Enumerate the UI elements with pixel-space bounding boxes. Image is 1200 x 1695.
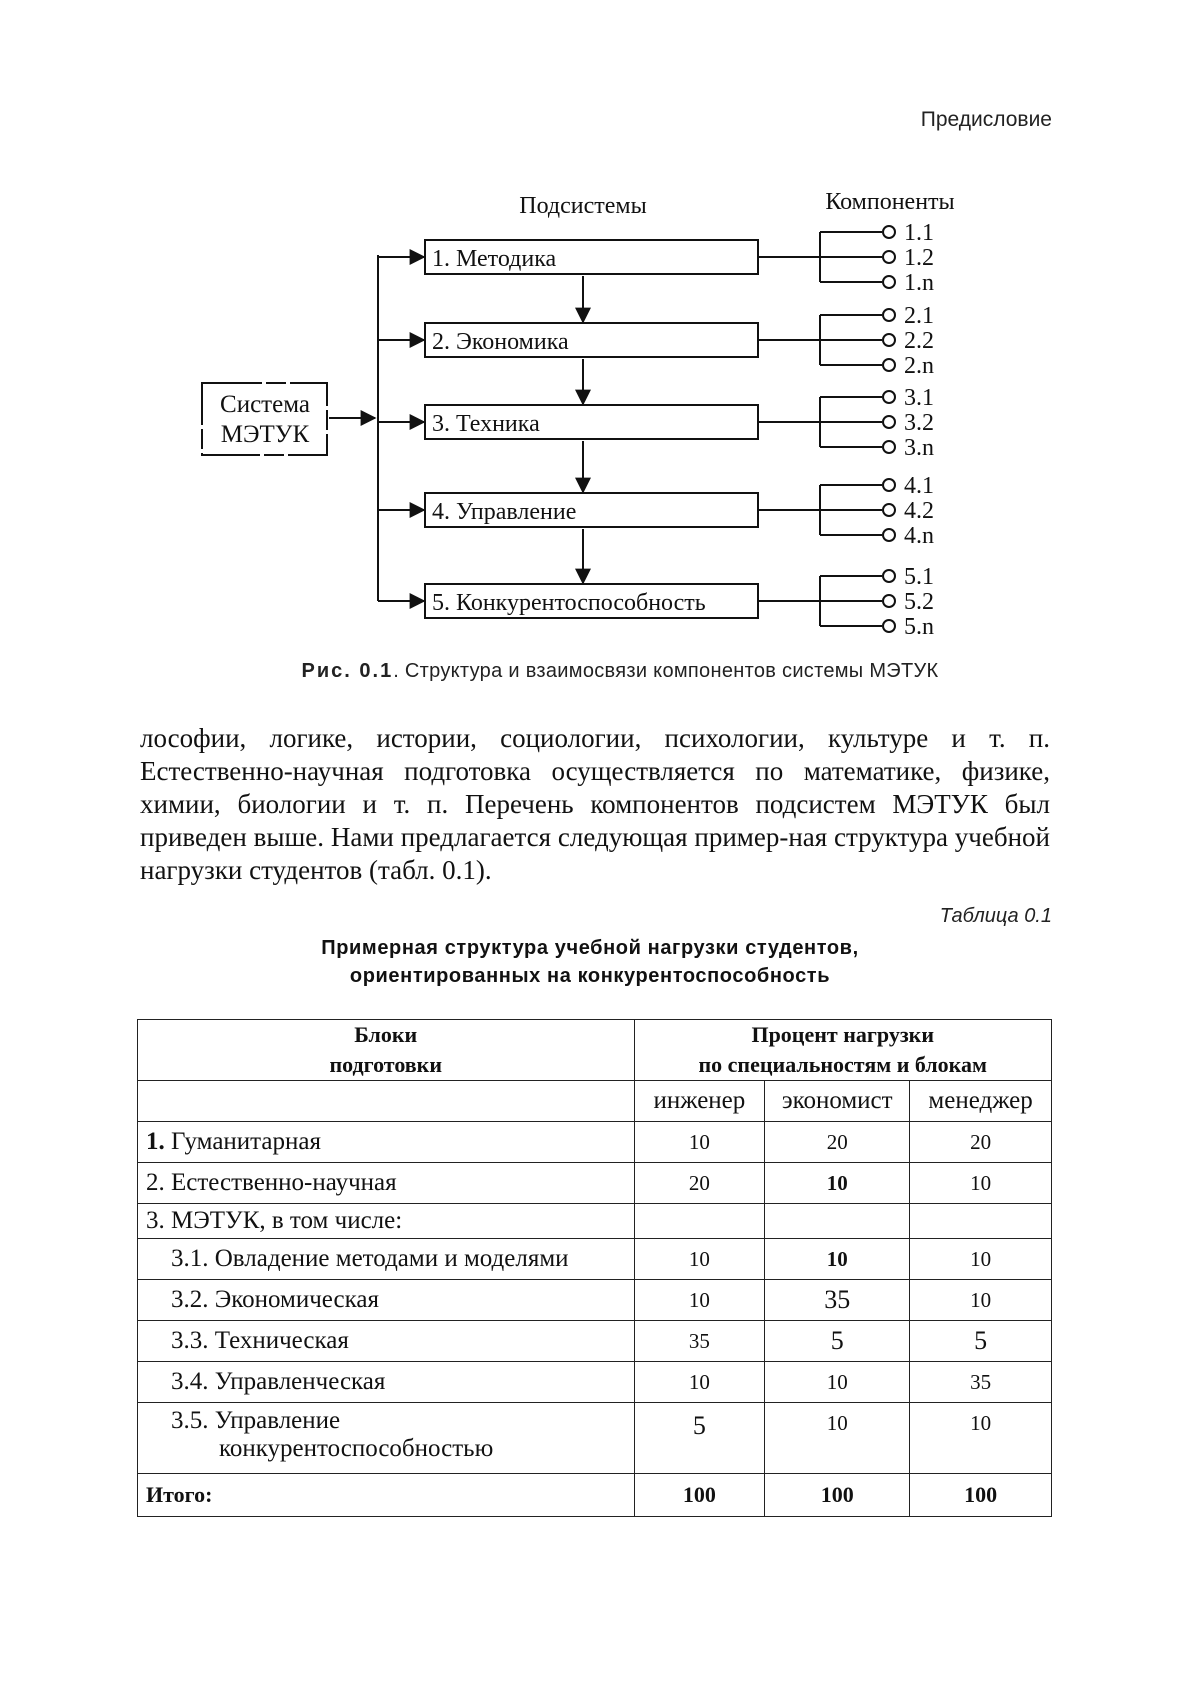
figure-caption [120, 660, 1120, 683]
cell-value: 10 [910, 1403, 1052, 1474]
cell-value: 10 [765, 1403, 910, 1474]
header-percent-line1: Процент нагрузки [751, 1022, 935, 1047]
body-paragraph: лософии, логике, истории, социологии, психологии, культуре и т. п. Естественно-научная подготовка осуществляется по математике, физике, химии, биологии и т. п. Перечень компонентов подсистем МЭТУК был приведен выше. Нами предлагается следующая пример-ная структура учебной нагрузки студентов (табл. 0.1). [140, 723, 1050, 885]
table-row [138, 1321, 1052, 1362]
specialty-manager: менеджер [910, 1081, 1052, 1122]
subsystem-2 [378, 303, 934, 404]
row-name-line1: 3.5. Управление [171, 1407, 341, 1434]
table-row [138, 1403, 1052, 1474]
subsystem-label: 5. Конкурентоспособность [432, 590, 706, 616]
subsystem-5 [378, 564, 934, 640]
component-node [883, 441, 895, 453]
subsystem-label: 4. Управление [432, 499, 577, 525]
cell-value: 10 [910, 1163, 1052, 1204]
table-row [138, 1163, 1052, 1204]
component-node [883, 334, 895, 346]
subsystem-3 [378, 385, 934, 492]
cell-value: 20 [765, 1122, 910, 1163]
component-label: 5.n [904, 614, 934, 640]
component-node [883, 251, 895, 263]
row-name-text: Гуманитарная [171, 1128, 321, 1155]
cell-value [765, 1204, 910, 1239]
cell-value [910, 1204, 1052, 1239]
component-label: 1.n [904, 270, 934, 296]
row-name: 3.4. Управленческая [138, 1362, 635, 1403]
cell-value: 10 [910, 1239, 1052, 1280]
table-row [138, 1280, 1052, 1321]
header-percent-line2: по специальностям и блокам [698, 1052, 988, 1077]
cell-value: 10 [765, 1239, 910, 1280]
row-name: 3.1. Овладение методами и моделями [138, 1239, 635, 1280]
row-name: 2. Естественно-научная [138, 1163, 635, 1204]
component-node [883, 595, 895, 607]
table-row [138, 1362, 1052, 1403]
component-node [883, 226, 895, 238]
subheader-empty [138, 1081, 635, 1122]
table-title [190, 934, 990, 990]
component-label: 5.1 [904, 564, 934, 590]
subsystem-label: 3. Техника [432, 411, 540, 437]
cell-value: 5 [910, 1321, 1052, 1362]
cell-value: 10 [634, 1239, 765, 1280]
component-label: 2.2 [904, 328, 934, 354]
table-label: Таблица 0.1 [939, 905, 1052, 927]
row-name: 3. МЭТУК, в том числе: [138, 1204, 635, 1239]
figure-number: Рис. 0.1 [301, 660, 394, 682]
header-blocks-line2: подготовки [329, 1052, 443, 1077]
system-label-line1: Система [220, 391, 310, 418]
row-name-line2: конкурентоспособностью [219, 1435, 494, 1462]
cell-value: 20 [634, 1163, 765, 1204]
component-node [883, 391, 895, 403]
structure-diagram [0, 0, 1200, 640]
subsystem-4 [378, 473, 934, 583]
table-title-line2: ориентированных на конкурентоспособность [349, 965, 831, 987]
cell-value: 10 [765, 1163, 910, 1204]
cell-value: 10 [634, 1280, 765, 1321]
cell-value: 35 [634, 1321, 765, 1362]
row-name: 3.3. Техническая [138, 1321, 635, 1362]
component-node [883, 570, 895, 582]
component-node [883, 529, 895, 541]
component-node [883, 504, 895, 516]
cell-value: 10 [634, 1362, 765, 1403]
table-title-line1: Примерная структура учебной нагрузки студентов, [321, 937, 859, 959]
header-percent [634, 1020, 1052, 1081]
component-label: 5.2 [904, 589, 934, 615]
load-table [137, 1019, 1052, 1517]
cell-value: 5 [634, 1403, 765, 1474]
component-label: 2.n [904, 353, 934, 379]
component-label: 3.1 [904, 385, 934, 411]
header-blocks [138, 1020, 635, 1081]
specialty-engineer: инженер [634, 1081, 765, 1122]
row-name: 3.2. Экономическая [138, 1280, 635, 1321]
table-header-row [138, 1020, 1052, 1081]
cell-value: 35 [910, 1362, 1052, 1403]
cell-value: 10 [634, 1122, 765, 1163]
header-blocks-line1: Блоки [354, 1022, 418, 1047]
row-name [138, 1403, 635, 1474]
table-row [138, 1239, 1052, 1280]
table-total-row [138, 1474, 1052, 1517]
subsystem-1 [378, 220, 934, 322]
total-label: Итого: [138, 1474, 635, 1517]
subsystems-header: Подсистемы [519, 193, 647, 219]
component-node [883, 479, 895, 491]
total-value: 100 [910, 1474, 1052, 1517]
table-row [138, 1122, 1052, 1163]
component-node [883, 276, 895, 288]
table-row [138, 1204, 1052, 1239]
running-header: Предисловие [920, 108, 1052, 131]
component-label: 2.1 [904, 303, 934, 329]
component-node [883, 309, 895, 321]
total-value: 100 [634, 1474, 765, 1517]
component-label: 3.n [904, 435, 934, 461]
figure-caption-text: . Структура и взаимосвязи компонентов системы МЭТУК [393, 660, 939, 682]
component-node [883, 416, 895, 428]
cell-value: 20 [910, 1122, 1052, 1163]
cell-value: 35 [765, 1280, 910, 1321]
component-label: 1.1 [904, 220, 934, 246]
specialty-economist: экономист [765, 1081, 910, 1122]
component-node [883, 359, 895, 371]
component-label: 3.2 [904, 410, 934, 436]
cell-value: 10 [910, 1280, 1052, 1321]
cell-value: 10 [765, 1362, 910, 1403]
cell-value [634, 1204, 765, 1239]
subsystem-label: 1. Методика [432, 246, 557, 272]
components-header: Компоненты [825, 189, 955, 215]
component-label: 4.n [904, 523, 934, 549]
table-subheader-row [138, 1081, 1052, 1122]
component-label: 4.2 [904, 498, 934, 524]
component-node [883, 620, 895, 632]
row-name: 1. Гуманитарная [138, 1122, 635, 1163]
component-label: 4.1 [904, 473, 934, 499]
system-label-line2: МЭТУК [220, 421, 310, 448]
component-label: 1.2 [904, 245, 934, 271]
subsystem-label: 2. Экономика [432, 329, 569, 355]
total-value: 100 [765, 1474, 910, 1517]
cell-value: 5 [765, 1321, 910, 1362]
